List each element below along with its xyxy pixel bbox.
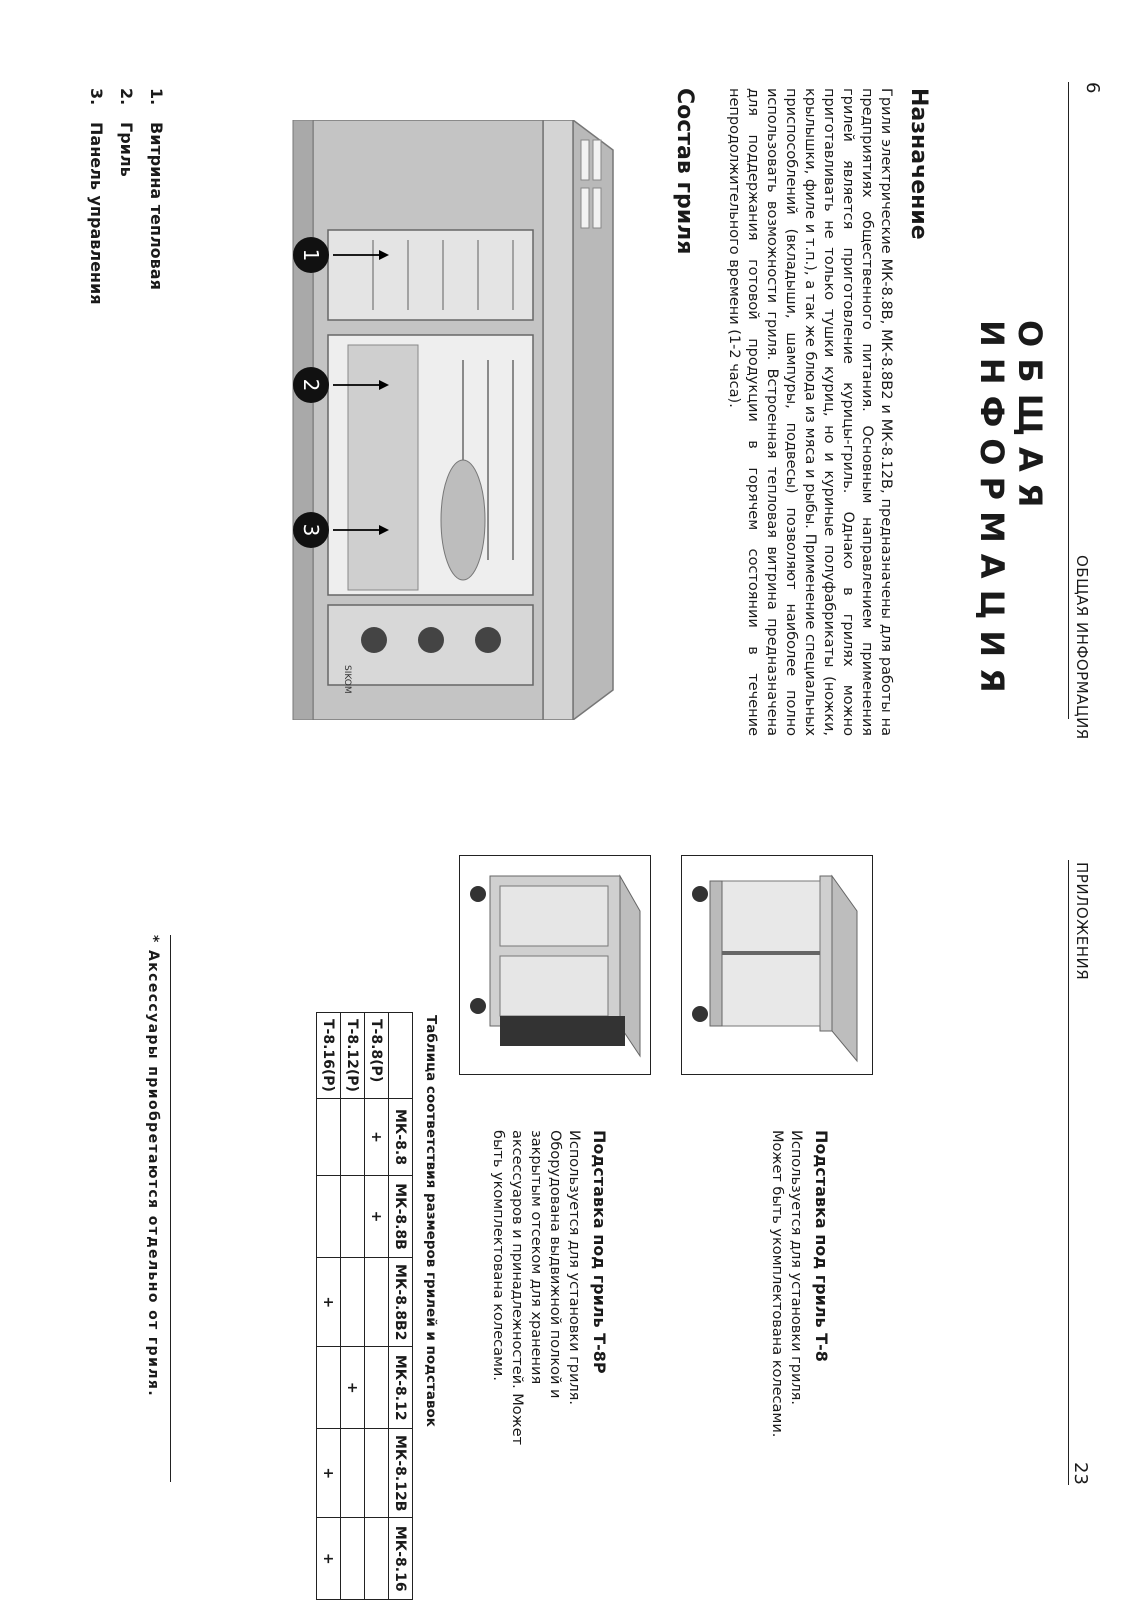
table-cell	[365, 1429, 389, 1518]
stand-t8p-title: Подставка под гриль Т-8Р	[590, 1130, 609, 1374]
column-header: МК-8.16	[389, 1518, 413, 1600]
table-cell: +	[365, 1176, 389, 1258]
table-cell	[365, 1347, 389, 1429]
table-cell: +	[317, 1429, 341, 1518]
table-cell: +	[317, 1258, 341, 1347]
callout-2: 2	[293, 367, 329, 403]
table-cell	[341, 1258, 365, 1347]
stand-t8p-photo	[459, 855, 651, 1075]
table-cell	[341, 1429, 365, 1518]
table-row	[317, 1013, 341, 1600]
column-header: МК-8.12	[389, 1347, 413, 1429]
table-cell	[341, 1518, 365, 1600]
running-header-right: ПРИЛОЖЕНИЯ	[1073, 862, 1091, 981]
footnote-rule	[170, 935, 171, 1482]
page-number-right: 23	[1070, 1462, 1091, 1485]
column-header: МК-8.8В	[389, 1176, 413, 1258]
stand-t8p-text: Используется для установки гриля. Оборудована выдвижной полкой и закрытым отсеком для хранения аксессуаров и принадлежностей. Может быть укомплектована колесами.	[490, 1130, 582, 1446]
list-item: 3.Панель управления	[87, 88, 106, 305]
table-cell	[341, 1098, 365, 1175]
table-cell	[341, 1176, 365, 1258]
table-cell: +	[341, 1347, 365, 1429]
stand-t8-text: Используется для установки гриля. Может быть укомплектована колесами.	[769, 1130, 804, 1438]
table-row	[365, 1013, 389, 1600]
callout-arrows	[271, 100, 391, 660]
parts-list	[81, 88, 171, 304]
composition-heading: Состав гриля	[672, 88, 697, 255]
header-rule	[1068, 82, 1069, 719]
purpose-text: Грили электрические МК-8.8В, МК-8.8В2 и МК-8.12В, предназначены для работы на предприятиях общественного питания. Основным направлением применения грилей является приготовление курицы-гриль. Однако в грилях можно приготавливать не только тушки куриц, но и куриные полуфабрикаты (ножки, крылышки, филе и т.п.), а так же блюда из мяса и рыбы. Применение специальных приспособлений (вкладыши, шампуры, подвесы) позволяют наиболее полно использовать возможности гриля. Встроенная тепловая витрина предназначена для поддержания готовой продукции в горячем состоянии в течение непродолжительного времени (1-2 часа).	[726, 88, 894, 736]
purpose-heading: Назначение	[906, 88, 931, 240]
column-header: МК-8.8В2	[389, 1258, 413, 1347]
compat-table	[316, 1012, 413, 1600]
stand-t8-photo	[681, 855, 873, 1075]
column-header: МК-8.8	[389, 1098, 413, 1175]
table-row	[341, 1013, 365, 1600]
page-number: 6	[1082, 82, 1103, 94]
table-cell: +	[365, 1098, 389, 1175]
callout-3: 3	[293, 512, 329, 548]
stand-t8-title: Подставка под гриль Т-8	[812, 1130, 831, 1362]
accessories-note: * Аксессуары приобретаются отдельно от гриля.	[145, 935, 161, 1398]
table-cell: +	[317, 1518, 341, 1600]
list-item: 1.Витрина тепловая	[147, 88, 166, 290]
callout-1: 1	[293, 237, 329, 273]
table-cell	[317, 1098, 341, 1175]
table-cell	[317, 1176, 341, 1258]
table-cell	[365, 1258, 389, 1347]
row-header: Т-8.16(Р)	[317, 1013, 341, 1099]
header-rule-right	[1068, 860, 1069, 1485]
corner-cell	[389, 1013, 413, 1099]
running-header: ОБЩАЯ ИНФОРМАЦИЯ	[1073, 555, 1091, 740]
brand-label: SIKOM	[342, 665, 352, 694]
page-title: ОБЩАЯ ИНФОРМАЦИЯ	[973, 320, 1049, 704]
list-item: 2.Гриль	[117, 88, 136, 177]
table-cell	[365, 1518, 389, 1600]
table-cell	[317, 1347, 341, 1429]
table-header-row	[389, 1013, 413, 1600]
table-caption: Таблица соответствия размеров грилей и подставок	[423, 1015, 439, 1427]
row-header: Т-8.8(Р)	[365, 1013, 389, 1099]
row-header: Т-8.12(Р)	[341, 1013, 365, 1099]
column-header: МК-8.12В	[389, 1429, 413, 1518]
